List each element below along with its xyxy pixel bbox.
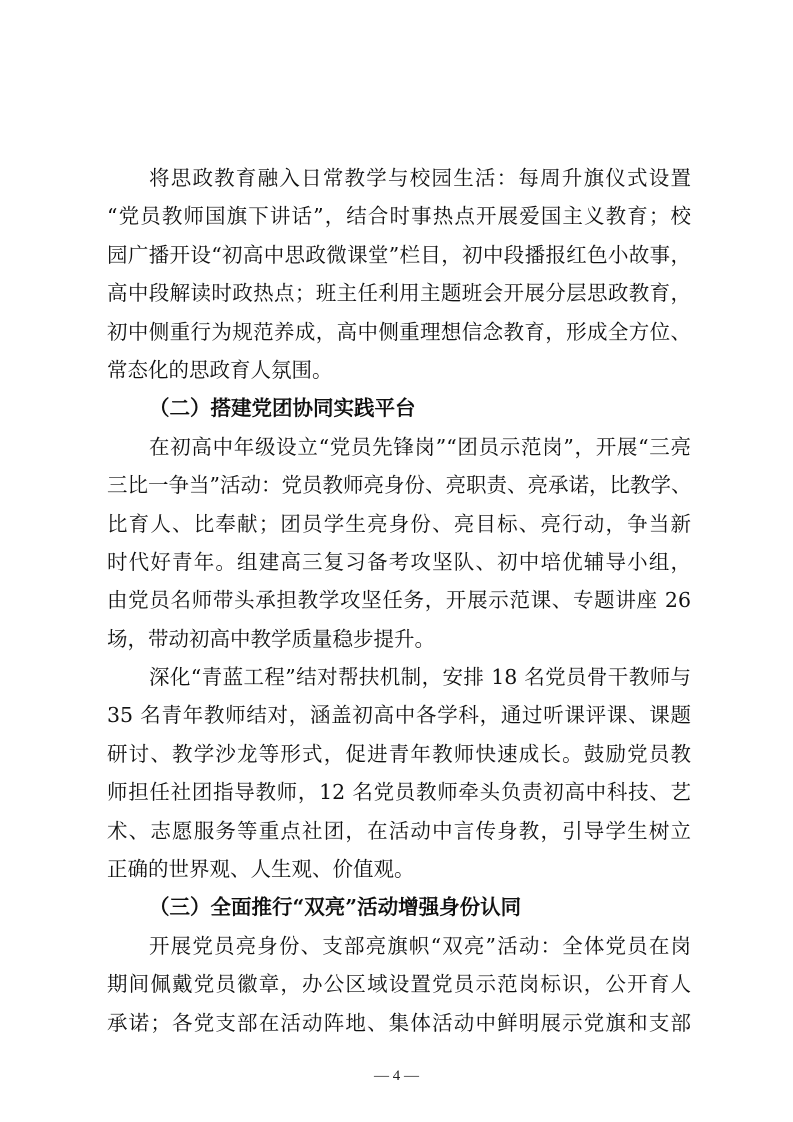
paragraph bbox=[107, 428, 691, 658]
page-number: — 4 — bbox=[374, 1068, 419, 1084]
paragraph-line: 研讨、教学沙龙等形式，促进青年教师快速成长。鼓励党员教 bbox=[107, 741, 691, 766]
paragraph-line: 初中侧重行为规范养成，高中侧重理想信念教育，形成全方位、 bbox=[107, 319, 691, 344]
paragraph bbox=[107, 658, 691, 888]
paragraph-line: 正确的世界观、人生观、价值观。 bbox=[107, 857, 415, 882]
paragraph-line: 园广播开设“初高中思政微课堂”栏目，初中段播报红色小故事， bbox=[107, 242, 691, 267]
paragraph-line: 比育人、比奉献；团员学生亮身份、亮目标、亮行动，争当新 bbox=[107, 511, 691, 536]
paragraph-line: 三比一争当”活动：党员教师亮身份、亮职责、亮承诺，比教学、 bbox=[107, 473, 692, 498]
section-heading: （三）全面推行“双亮”活动增强身份认同 bbox=[149, 895, 522, 920]
paragraph-line: 在初高中年级设立“党员先锋岗”“团员示范岗”，开展“三亮 bbox=[149, 434, 691, 459]
section-heading: （二）搭建党团协同实践平台 bbox=[149, 396, 416, 421]
paragraph-line: 开展党员亮身份、支部亮旗帜“双亮”活动：全体党员在岗 bbox=[149, 933, 691, 958]
paragraph-line: 师担任社团指导教师，12 名党员教师牵头负责初高中科技、艺 bbox=[107, 780, 691, 805]
paragraph-line: 场，带动初高中教学质量稳步提升。 bbox=[107, 626, 435, 651]
paragraph-line: 承诺；各党支部在活动阵地、集体活动中鲜明展示党旗和支部 bbox=[107, 1010, 691, 1035]
paragraph-line: 术、志愿服务等重点社团，在活动中言传身教，引导学生树立 bbox=[107, 818, 691, 843]
paragraph-line: 35 名青年教师结对，涵盖初高中各学科，通过听课评课、课题 bbox=[107, 703, 691, 728]
paragraph-line: 高中段解读时政热点；班主任利用主题班会开展分层思政教育， bbox=[107, 281, 691, 306]
paragraph-line: 时代好青年。组建高三复习备考攻坚队、初中培优辅导小组， bbox=[107, 549, 691, 574]
paragraph-line: 常态化的思政育人氛围。 bbox=[107, 357, 333, 382]
paragraph-line: 由党员名师带头承担教学攻坚任务，开展示范课、专题讲座 26 bbox=[107, 588, 691, 613]
document-body bbox=[107, 159, 691, 1042]
paragraph-line: 将思政教育融入日常教学与校园生活：每周升旗仪式设置 bbox=[149, 166, 691, 190]
paragraph-line: 深化“青蓝工程”结对帮扶机制，安排 18 名党员骨干教师与 bbox=[149, 665, 691, 690]
paragraph bbox=[107, 927, 691, 1042]
paragraph-line: 期间佩戴党员徽章，办公区域设置党员示范岗标识，公开育人 bbox=[107, 972, 691, 997]
paragraph bbox=[107, 159, 691, 389]
paragraph-line: “党员教师国旗下讲话”，结合时事热点开展爱国主义教育；校 bbox=[107, 204, 691, 229]
